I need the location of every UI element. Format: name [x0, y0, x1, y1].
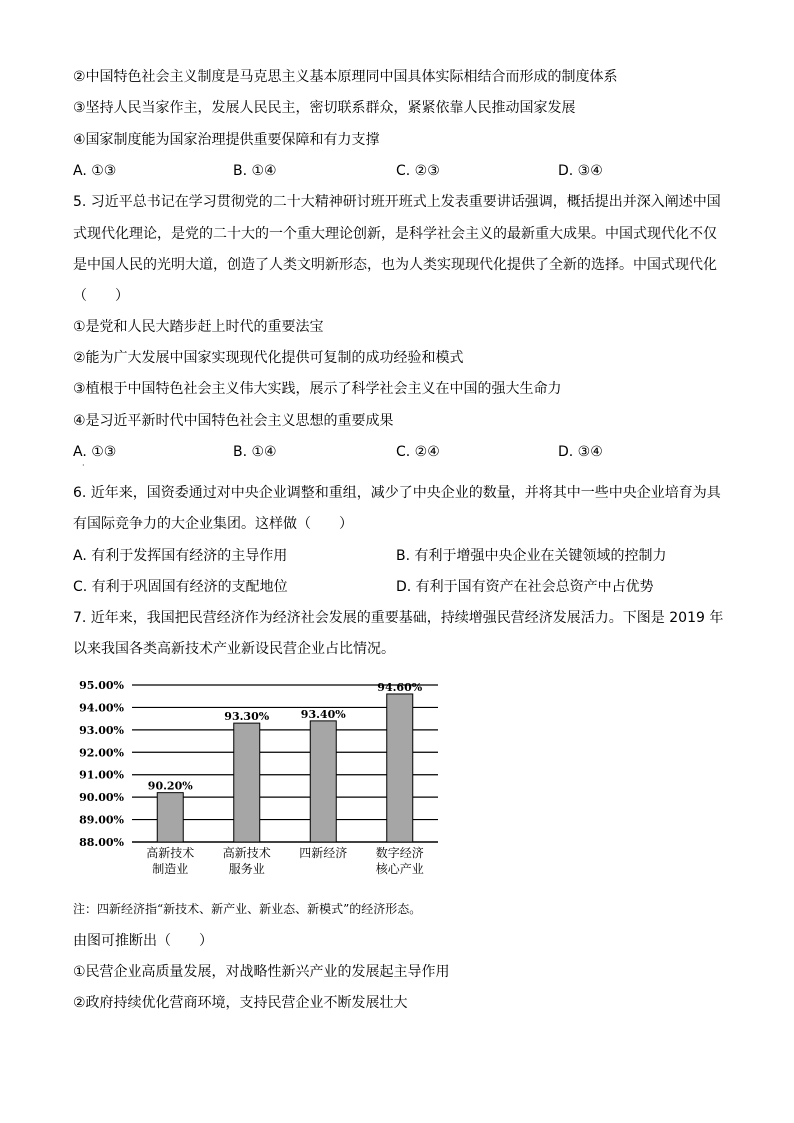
- bar: [234, 723, 260, 842]
- stray-dot: ·: [82, 461, 85, 470]
- q6-choice-b[interactable]: B. 有利于增强中央企业在关键领域的控制力: [396, 548, 667, 564]
- y-tick-label: 93.00%: [79, 723, 124, 737]
- q5-choice-d[interactable]: D. ③④: [558, 444, 603, 460]
- q6-choice-c[interactable]: C. 有利于巩固国有经济的支配地位: [73, 579, 288, 595]
- category-label: 服务业: [228, 862, 265, 876]
- data-label: 94.60%: [377, 680, 423, 694]
- y-tick-label: 88.00%: [79, 836, 124, 849]
- q6-choice-d[interactable]: D. 有利于国有资产在社会总资产中占优势: [396, 579, 654, 595]
- q6-stem-line2: 有国际竞争力的大企业集团。这样做（ ）: [73, 516, 353, 532]
- q4-option-3: ③坚持人民当家作主，发展人民民主，密切联系群众，紧紧依靠人民推动国家发展: [73, 100, 576, 116]
- q5-answer-blank: （ ）: [73, 288, 129, 304]
- data-label: 93.30%: [224, 710, 270, 724]
- q7-option-1: ①民营企业高质量发展，对战略性新兴产业的发展起主导作用: [73, 964, 450, 980]
- data-label: 90.20%: [147, 779, 193, 793]
- q5-choice-b[interactable]: B. ①④: [233, 444, 277, 460]
- category-label: 制造业: [152, 862, 189, 876]
- chart-note: 注：四新经济指“新技术、新产业、新业态、新模式”的经济形态。: [73, 902, 422, 916]
- y-tick-label: 92.00%: [79, 746, 124, 760]
- q7-option-2: ②政府持续优化营商环境，支持民营企业不断发展壮大: [73, 995, 408, 1011]
- q7-question: 由图可推断出（ ）: [73, 933, 213, 949]
- q5-choice-c[interactable]: C. ②④: [396, 444, 440, 460]
- q5-stem-line1: 5. 习近平总书记在学习贯彻党的二十大精神研讨班开班式上发表重要讲话强调，概括提出并深入阐述中国: [73, 194, 721, 210]
- q7-stem-line1: 7. 近年来，我国把民营经济作为经济社会发展的重要基础，持续增强民营经济发展活力。下图是 2019 年: [73, 610, 724, 626]
- q6-choice-a[interactable]: A. 有利于发挥国有经济的主导作用: [73, 548, 288, 564]
- category-label: 高新技术: [222, 846, 271, 860]
- y-tick-label: 91.00%: [79, 768, 124, 782]
- q7-stem-line2: 以来我国各类高新技术产业新设民营企业占比情况。: [73, 641, 395, 657]
- q6-stem-line1: 6. 近年来，国资委通过对中央企业调整和重组，减少了中央企业的数量，并将其中一些中央企业培育为具: [73, 485, 721, 501]
- q4-option-4: ④国家制度能为国家治理提供重要保障和有力支撑: [73, 132, 380, 148]
- q5-stem-line2: 式现代化理论，是党的二十大的一个重大理论创新，是科学社会主义的最新重大成果。中国式现代化不仅: [73, 226, 717, 242]
- category-label: 数字经济: [375, 846, 424, 860]
- q4-choice-d[interactable]: D. ③④: [558, 163, 603, 179]
- q5-option-1: ①是党和人民大踏步赶上时代的重要法宝: [73, 319, 324, 335]
- bar-chart: [60, 672, 450, 882]
- q5-option-2: ②能为广大发展中国家实现现代化提供可复制的成功经验和模式: [73, 350, 464, 366]
- q5-choice-a[interactable]: A. ①③: [73, 444, 117, 460]
- q5-option-3: ③植根于中国特色社会主义伟大实践，展示了科学社会主义在中国的强大生命力: [73, 381, 562, 397]
- y-tick-label: 89.00%: [79, 813, 124, 827]
- q4-choice-a[interactable]: A. ①③: [73, 163, 117, 179]
- q4-choice-b[interactable]: B. ①④: [233, 163, 277, 179]
- q5-stem-line3: 是中国人民的光明大道，创造了人类文明新形态，也为人类实现现代化提供了全新的选择。中国式现代化: [73, 257, 717, 273]
- data-label: 93.40%: [300, 707, 346, 721]
- category-label: 高新技术: [146, 846, 195, 860]
- y-tick-label: 90.00%: [79, 791, 124, 805]
- q5-option-4: ④是习近平新时代中国特色社会主义思想的重要成果: [73, 413, 394, 429]
- q4-option-2: ②中国特色社会主义制度是马克思主义基本原理同中国具体实际相结合而形成的制度体系: [73, 69, 618, 85]
- q4-choice-c[interactable]: C. ②③: [396, 163, 440, 179]
- bar: [387, 694, 413, 842]
- category-label: 核心产业: [375, 862, 424, 876]
- bar: [157, 793, 183, 842]
- y-tick-label: 94.00%: [79, 701, 124, 715]
- category-label: 四新经济: [299, 846, 348, 860]
- bar: [310, 721, 336, 842]
- y-tick-label: 95.00%: [79, 679, 124, 692]
